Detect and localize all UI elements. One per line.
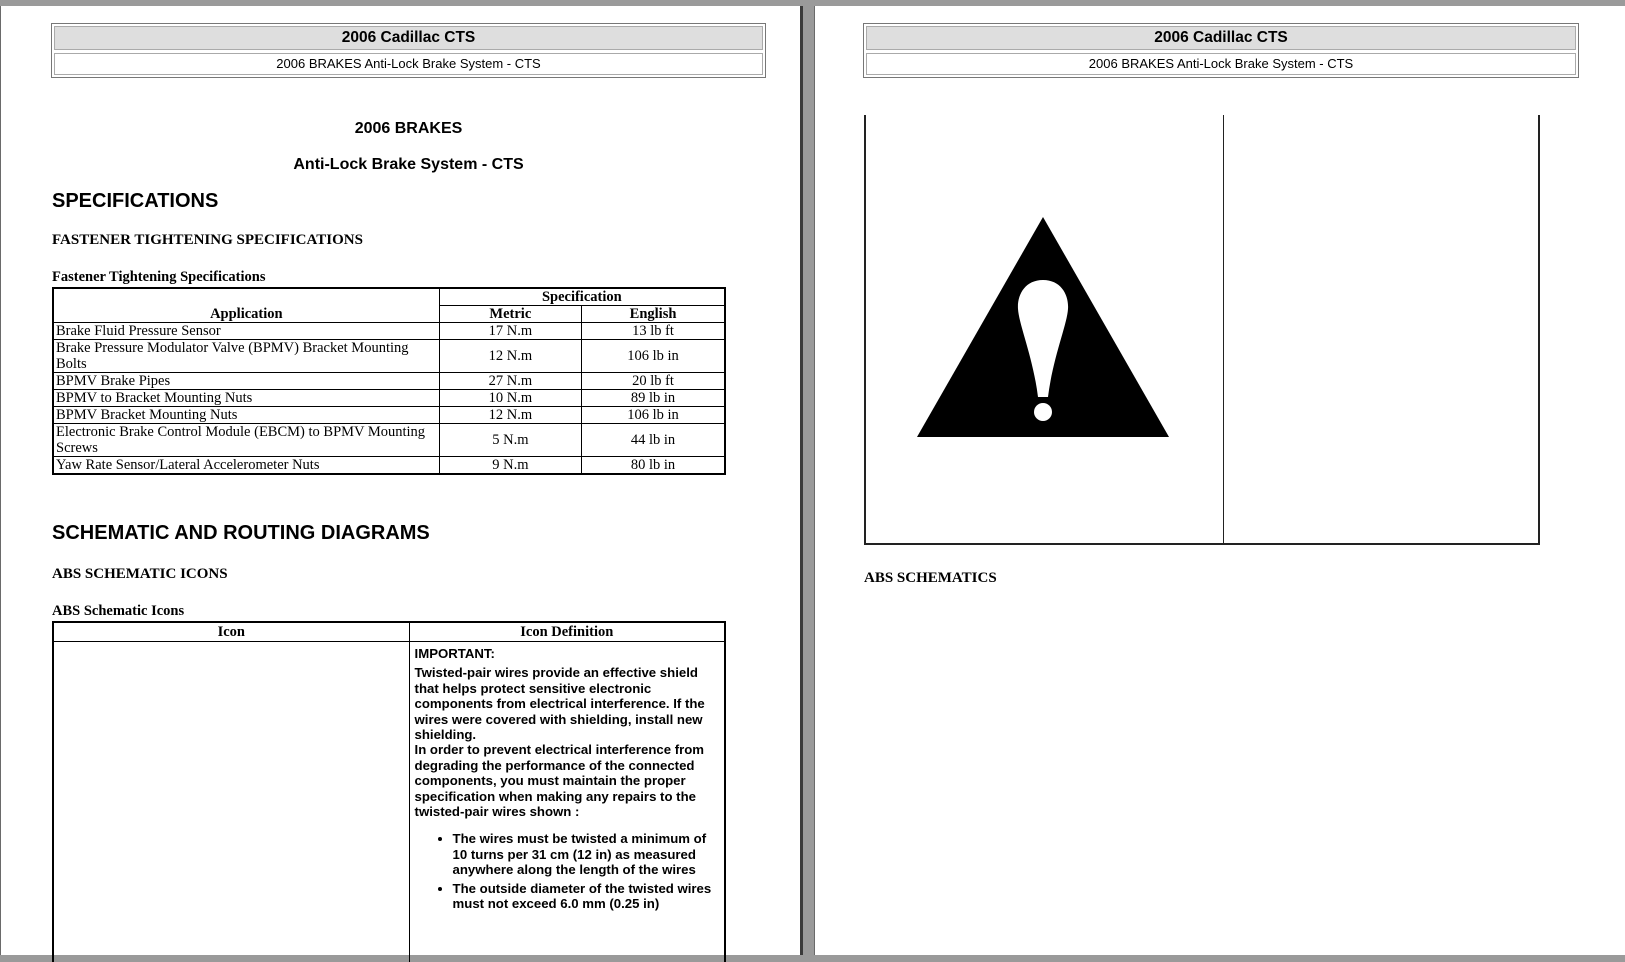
list-item: • The outside diameter of the twisted wires must not exceed 6.0 mm (0.25 in) bbox=[453, 881, 719, 912]
cell-metric: 9 N.m bbox=[439, 457, 581, 475]
cell-english: 44 lb in bbox=[582, 424, 725, 457]
cell-metric: 12 N.m bbox=[439, 407, 581, 424]
header-subtitle: 2006 BRAKES Anti-Lock Brake System - CTS bbox=[866, 53, 1576, 75]
header-subtitle: 2006 BRAKES Anti-Lock Brake System - CTS bbox=[54, 53, 763, 75]
caution-triangle-icon bbox=[917, 217, 1169, 437]
cell-english: 13 lb ft bbox=[582, 323, 725, 340]
document-page-1 bbox=[0, 6, 803, 955]
doc-title: 2006 BRAKES bbox=[51, 120, 766, 138]
table-row bbox=[53, 457, 725, 475]
table-row bbox=[53, 642, 725, 962]
cell-application: Yaw Rate Sensor/Lateral Accelerometer Nuts bbox=[53, 457, 439, 475]
col-metric: Metric bbox=[439, 306, 581, 323]
list-item: • The wires must be twisted a minimum of 10 turns per 31 cm (12 in) as measured anywhere along the length of the wires bbox=[453, 831, 719, 877]
table-caption-icons: ABS Schematic Icons bbox=[52, 603, 184, 620]
subsection-fastener-specs: FASTENER TIGHTENING SPECIFICATIONS bbox=[52, 232, 363, 249]
header-title: 2006 Cadillac CTS bbox=[866, 26, 1576, 50]
cell-english: 106 lb in bbox=[582, 340, 725, 373]
col-specification: Specification bbox=[439, 288, 725, 306]
table-row bbox=[53, 407, 725, 424]
section-abs-schematics: ABS SCHEMATICS bbox=[864, 570, 997, 587]
col-icon-definition: Icon Definition bbox=[409, 622, 725, 642]
cell-application: Electronic Brake Control Module (EBCM) to BPMV Mounting Screws bbox=[53, 424, 439, 457]
table-row bbox=[53, 340, 725, 373]
cell-icon-definition bbox=[409, 642, 725, 962]
cell-metric: 27 N.m bbox=[439, 373, 581, 390]
definition-paragraph: In order to prevent electrical interference from degrading the performance of the connected components, you must maintain the proper specification when making any repairs to the twisted-pair wires shown : bbox=[415, 742, 719, 819]
col-application: Application bbox=[53, 288, 439, 323]
fastener-spec-table bbox=[52, 287, 726, 475]
header-title: 2006 Cadillac CTS bbox=[54, 26, 763, 50]
doc-subtitle: Anti-Lock Brake System - CTS bbox=[51, 156, 766, 174]
cell-metric: 12 N.m bbox=[439, 340, 581, 373]
table-row bbox=[53, 390, 725, 407]
cell-metric: 17 N.m bbox=[439, 323, 581, 340]
cell-english: 106 lb in bbox=[582, 407, 725, 424]
cell-application: Brake Pressure Modulator Valve (BPMV) Bracket Mounting Bolts bbox=[53, 340, 439, 373]
cell-icon bbox=[53, 642, 409, 962]
table-row bbox=[53, 424, 725, 457]
cell-application: BPMV Brake Pipes bbox=[53, 373, 439, 390]
page-header bbox=[51, 23, 766, 78]
table-row bbox=[53, 373, 725, 390]
subsection-abs-schematic-icons: ABS SCHEMATIC ICONS bbox=[52, 566, 228, 583]
section-schematic-routing: SCHEMATIC AND ROUTING DIAGRAMS bbox=[52, 522, 430, 545]
abs-icons-table bbox=[52, 621, 726, 962]
cell-metric: 5 N.m bbox=[439, 424, 581, 457]
col-icon: Icon bbox=[53, 622, 409, 642]
definition-bullet-list bbox=[415, 831, 719, 911]
col-english: English bbox=[582, 306, 725, 323]
cell-application: Brake Fluid Pressure Sensor bbox=[53, 323, 439, 340]
cell-english: 80 lb in bbox=[582, 457, 725, 475]
cell-application: BPMV to Bracket Mounting Nuts bbox=[53, 390, 439, 407]
document-page-2 bbox=[814, 6, 1625, 955]
table-caption-fastener: Fastener Tightening Specifications bbox=[52, 269, 266, 286]
important-label: IMPORTANT: bbox=[415, 646, 719, 661]
column-divider bbox=[1223, 115, 1224, 543]
page-header bbox=[863, 23, 1579, 78]
cell-english: 20 lb ft bbox=[582, 373, 725, 390]
section-specifications: SPECIFICATIONS bbox=[52, 190, 218, 213]
cell-application: BPMV Bracket Mounting Nuts bbox=[53, 407, 439, 424]
cell-metric: 10 N.m bbox=[439, 390, 581, 407]
cell-english: 89 lb in bbox=[582, 390, 725, 407]
icon-table-continuation bbox=[864, 115, 1540, 545]
table-row bbox=[53, 323, 725, 340]
definition-paragraph: Twisted-pair wires provide an effective shield that helps protect sensitive electronic components from electrical interference. If the wires were covered with shielding, install new shielding. bbox=[415, 665, 719, 742]
